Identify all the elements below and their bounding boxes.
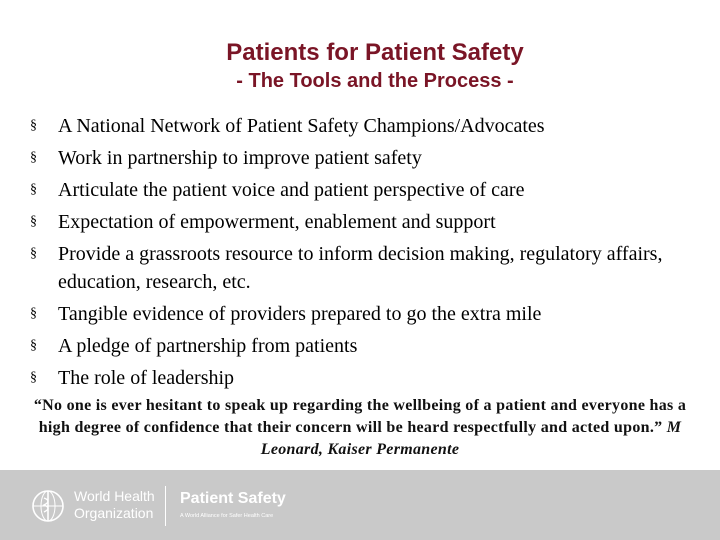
- quote-author: M Leonard, Kaiser Permanente: [260, 419, 682, 458]
- who-name-line2: Organization: [74, 505, 154, 521]
- bullet-marker-icon: §: [30, 118, 37, 133]
- bullet-item: [30, 174, 690, 206]
- bullet-item: [30, 362, 690, 394]
- bullet-item: [30, 330, 690, 362]
- bullet-text: Work in partnership to improve patient safety: [58, 147, 422, 169]
- slide-subtitle: - The Tools and the Process -: [236, 70, 514, 92]
- bullet-marker-icon: §: [30, 182, 37, 197]
- bullet-text: A National Network of Patient Safety Champions/Advocates: [58, 115, 545, 137]
- footer-bar: [0, 470, 720, 540]
- bullet-text: Articulate the patient voice and patient perspective of care: [58, 179, 525, 201]
- bullet-marker-icon: §: [30, 150, 37, 165]
- bullet-item: [30, 206, 690, 238]
- bullet-list: [30, 110, 690, 394]
- bullet-marker-icon: §: [30, 246, 37, 261]
- bullet-text: Provide a grassroots resource to inform decision making, regulatory affairs, education, research, etc.: [58, 243, 663, 293]
- bullet-item: [30, 142, 690, 174]
- bullet-text: Tangible evidence of providers prepared to go the extra mile: [58, 303, 542, 325]
- quote-block: [30, 395, 690, 461]
- title-block: [0, 38, 720, 94]
- quote-text: “No one is ever hesitant to speak up regarding the wellbeing of a patient and everyone has a high degree of confidence that their concern will be heard respectfully and acted upon.”: [33, 397, 687, 436]
- bullet-text: The role of leadership: [58, 367, 235, 389]
- bullet-marker-icon: §: [30, 338, 37, 353]
- program-title: Patient Safety: [180, 490, 286, 507]
- who-emblem-icon: [30, 488, 66, 524]
- footer-divider: [165, 486, 166, 526]
- who-name-line1: World Health: [74, 488, 155, 504]
- bullet-marker-icon: §: [30, 306, 37, 321]
- bullet-text: Expectation of empowerment, enablement and support: [58, 211, 496, 233]
- bullet-marker-icon: §: [30, 370, 37, 385]
- bullet-item: [30, 110, 690, 142]
- program-tagline: A World Alliance for Safer Health Care: [180, 513, 274, 519]
- bullet-text: A pledge of partnership from patients: [58, 335, 358, 357]
- bullet-marker-icon: §: [30, 214, 37, 229]
- slide-title: Patients for Patient Safety: [226, 39, 524, 66]
- who-name: [74, 488, 155, 522]
- bullet-item: [30, 298, 690, 330]
- bullet-item: [30, 238, 690, 298]
